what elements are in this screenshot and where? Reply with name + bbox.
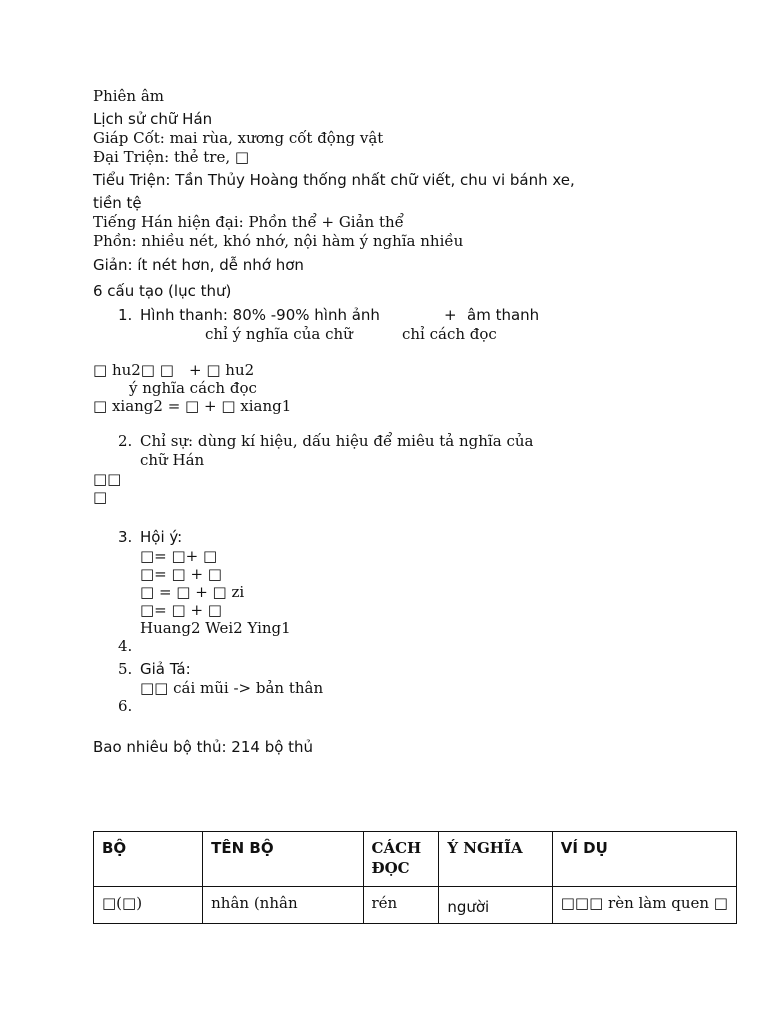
header-y-nghia: Ý NGHĨA (439, 832, 552, 887)
plus-sign: + (444, 306, 457, 324)
list-number: 4. (118, 637, 133, 655)
table-row (94, 887, 737, 924)
radicals-table (93, 831, 737, 924)
list-item-chi-su-cont: chữ Hán (140, 451, 205, 469)
cell-ten-bo: nhân (nhân (203, 887, 363, 924)
line-giap-cot: Giáp Cốt: mai rùa, xương cốt động vật (93, 129, 384, 147)
header-bo: BỘ (94, 832, 203, 887)
line-tieu-trien-cont: tiền tệ (93, 194, 142, 212)
list-number: 1. (118, 306, 133, 324)
header-cach-doc: CÁCH ĐỌC (363, 832, 439, 887)
glyph-line: □ (93, 488, 108, 506)
example-hu-note: ý nghĩa cách đọc (129, 379, 257, 397)
line-cau-tao: 6 cấu tạo (lục thư) (93, 282, 232, 300)
note-chi-y-nghia: chỉ ý nghĩa của chữ (205, 325, 353, 343)
example-hu-a: □ hu2□ □ (93, 361, 174, 379)
heading-phien-am: Phiên âm (93, 87, 165, 105)
line-phon: Phồn: nhiều nét, khó nhớ, nội hàm ý nghĩa nhiều (93, 232, 464, 250)
table-header-row (94, 832, 737, 887)
line-gian: Giản: ít nét hơn, dễ nhớ hơn (93, 256, 304, 274)
line-dai-trien: Đại Triện: thẻ tre, □ (93, 148, 250, 166)
list-item-hoi-y: Hội ý: (140, 528, 183, 546)
line-tieu-trien: Tiểu Triện: Tần Thủy Hoàng thống nhất chữ viết, chu vi bánh xe, (93, 171, 575, 189)
cell-cach-doc: rén (363, 887, 439, 924)
formula: □= □+ □ (140, 547, 218, 565)
header-vi-du: VÍ DỤ (552, 832, 736, 887)
note-chi-cach-doc: chỉ cách đọc (402, 325, 497, 343)
heading-lich-su: Lịch sử chữ Hán (93, 110, 213, 128)
glyph-line: □□ (93, 470, 122, 488)
list-number: 3. (118, 528, 133, 546)
example-gia-ta: □□ cái mũi -> bản thân (140, 679, 324, 697)
list-item-gia-ta: Giả Tá: (140, 660, 191, 678)
list-item-chi-su: Chỉ sự: dùng kí hiệu, dấu hiệu để miêu tả nghĩa của (140, 432, 534, 450)
example-xiang: □ xiang2 = □ + □ xiang1 (93, 397, 292, 415)
list-number: 2. (118, 432, 133, 450)
list-item-am-thanh: âm thanh (467, 306, 540, 324)
cell-vi-du: □□□ rèn làm quen □ (552, 887, 736, 924)
line-tieng-han: Tiếng Hán hiện đại: Phồn thể + Giản thể (93, 213, 404, 231)
pinyin-line: Huang2 Wei2 Ying1 (140, 619, 291, 637)
formula: □= □ + □ (140, 565, 222, 583)
list-number: 5. (118, 660, 133, 678)
cell-bo: □(□) (94, 887, 203, 924)
formula: □= □ + □ (140, 601, 222, 619)
list-number: 6. (118, 697, 133, 715)
formula: □ = □ + □ zi (140, 583, 245, 601)
list-item-hinh-thanh: Hình thanh: 80% -90% hình ảnh (140, 306, 380, 324)
cell-y-nghia: người (439, 887, 552, 924)
header-ten-bo: TÊN BỘ (203, 832, 363, 887)
line-bo-thu: Bao nhiêu bộ thủ: 214 bộ thủ (93, 738, 314, 756)
example-hu-b: + □ hu2 (189, 361, 255, 379)
